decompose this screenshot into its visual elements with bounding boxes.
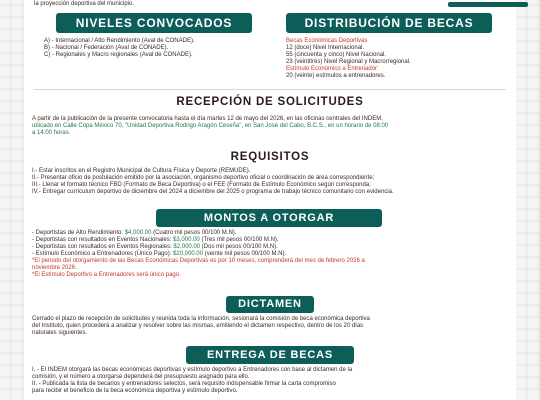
montos-list xyxy=(32,230,508,280)
montos-note: *El periodo del otorgamiento de las Becas Económicas Deportivas es por 10 meses, comprenderá del mes de febrero 2026 a xyxy=(32,258,365,265)
requisitos-title: REQUISITOS xyxy=(230,151,310,163)
niveles-list xyxy=(44,38,284,59)
list-item: 23 (veintitrés) Nivel Regional y Macrorregional. xyxy=(286,59,411,66)
monto-amount: $4,000.00 xyxy=(124,230,152,236)
monto-amount: $2,000.00 xyxy=(173,244,201,251)
paragraph-line: A partir de la publicación de la presente convocatoria hasta el día martes 12 de mayo del 2026, en las oficinas centrales del INDEM, xyxy=(32,116,383,122)
monto-label: - Estímulo Económico a Entrenadores (Único Pago): xyxy=(32,251,172,258)
entrega-title: ENTREGA DE BECAS xyxy=(186,346,354,364)
list-item: I.- Estar inscritos en el Registro Municipal de Cultura Física y Deporte (REMUDE). xyxy=(32,168,251,174)
decorative-border-left xyxy=(0,0,24,400)
list-item: II.- Presentar oficio de postulación emitido por la asociación, organismo deportivo oficial o coordinación de área correspondiente; xyxy=(32,175,375,182)
monto-words: (Dos mil pesos 00/100 M.N). xyxy=(201,244,278,251)
niveles-title: NIVELES CONVOCADOS xyxy=(56,13,252,33)
list-item: 20 (veinte) estímulos a entrenadores. xyxy=(286,73,386,80)
distribucion-list xyxy=(286,38,516,80)
paragraph-line: naturales siguientes. xyxy=(32,330,88,337)
list-item: 12 (doce) Nivel Internacional. xyxy=(286,45,365,52)
list-item: IV.- Entregar currículum deportivo de diciembre del 2024 a diciembre del 2025 o programa de trabajo técnico comunitario con evidencia. xyxy=(32,189,394,196)
top-accent-bar xyxy=(448,2,528,7)
list-item: B) - Nacional / Federación (Aval de CONADE). xyxy=(44,45,169,52)
monto-row xyxy=(32,237,508,244)
paragraph-line: del Instituto, quien procederá a analizar y resolver sobre las mismas, emitiendo el dictamen respectivo, dentro de los 20 días xyxy=(32,323,364,330)
list-item: III.- Llenar el formato técnico FBD (Formato de Beca Deportiva) o el FEE (Formato de Estímulo Económico según corresponda; xyxy=(32,182,371,189)
monto-row xyxy=(32,251,508,258)
list-item: C) - Regionales y Macro regionales (Aval de CONADE). xyxy=(44,52,193,59)
distribucion-subtitle: Estímulo Económico a Entrenador: xyxy=(286,66,379,73)
paragraph-line: para recibir el beneficio de la beca económica deportiva y estímulo deportivo. xyxy=(32,388,238,395)
dictamen-text xyxy=(32,316,508,337)
distribucion-subtitle: Becas Económicas Deportivas xyxy=(286,38,368,44)
monto-words: (veinte mil pesos 00/100 M.N). xyxy=(204,251,287,258)
monto-row xyxy=(32,230,508,237)
montos-note: *El Estímulo Deportivo a Entrenadores será único pago. xyxy=(32,272,181,279)
dictamen-title: DICTAMEN xyxy=(226,296,314,313)
document-body xyxy=(28,0,512,400)
paragraph-line: I. - El INDEM otorgará las becas económicas deportivas y estímulo deportivo a Entrenadores con base al dictamen de la xyxy=(32,367,353,373)
monto-label: - Deportistas con resultados en Eventos Regionales: xyxy=(32,244,172,251)
montos-note: noviembre 2026. xyxy=(32,265,77,272)
monto-words: (Cuatro mil pesos 00/100 M.N). xyxy=(153,230,237,236)
monto-words: (Tres mil pesos 00/100 M.N). xyxy=(201,237,279,244)
divider xyxy=(34,89,506,90)
paragraph-line: II. - Publicada la lista de becarios y entrenadores selectos, será requisito indispensable firmar la carta compromiso xyxy=(32,381,336,388)
paragraph-line: Cerrado el plazo de recepción de solicitudes y reunida toda la información, sesionará la comisión de beca económica deportiva xyxy=(32,316,370,322)
entrega-list xyxy=(32,367,508,395)
distribucion-title: DISTRIBUCIÓN DE BECAS xyxy=(286,13,492,33)
monto-label: - Deportistas con resultados en Eventos Nacionales: xyxy=(32,237,172,244)
paragraph-line: comisión, y el número a otorgarse dependerá del presupuesto asignado para ello. xyxy=(32,374,250,381)
paragraph-line: a 14:00 horas. xyxy=(32,130,71,137)
monto-label: - Deportistas de Alto Rendimiento: xyxy=(32,230,124,236)
list-item: A) - Internacional / Alto Rendimiento (Aval de CONADE). xyxy=(44,38,195,44)
monto-amount: $3,000.00 xyxy=(173,237,200,244)
paragraph-line: ubicado en Calle Copa México 70, "Unidad Deportiva Rodrigo Aragón Ceseña", en San José del Cabo, B.C.S., en un horario de 08:00 xyxy=(32,123,389,130)
list-item: 55 (cincuenta y cinco) Nivel Nacional. xyxy=(286,52,387,59)
decorative-border-right xyxy=(516,0,540,400)
monto-amount: $20,000.00 xyxy=(173,251,204,258)
intro-text: la proyección deportiva del municipio. xyxy=(34,1,135,7)
montos-title: MONTOS A OTORGAR xyxy=(156,209,382,227)
recepcion-text xyxy=(32,116,508,137)
requisitos-list xyxy=(32,168,508,196)
recepcion-title: RECEPCIÓN DE SOLICITUDES xyxy=(176,96,364,108)
